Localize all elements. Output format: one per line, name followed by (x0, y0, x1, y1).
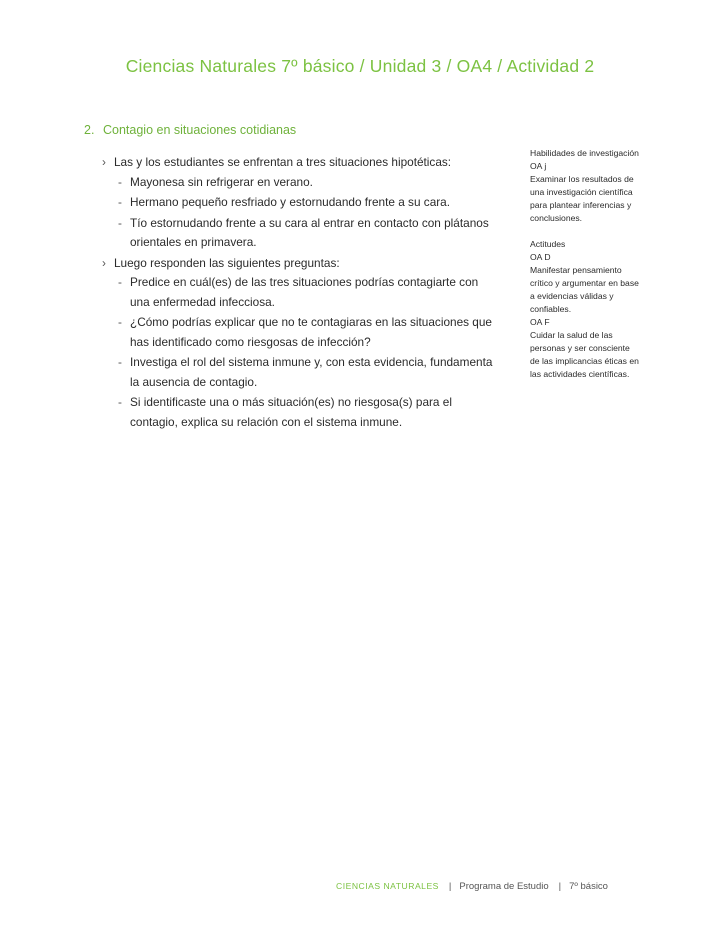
skills-text: Examinar los resultados de una investigación científica para plantear inferencias y conclusiones. (530, 174, 634, 223)
sub-item: - Mayonesa sin refrigerar en verano. (114, 173, 500, 193)
sub-list (114, 273, 500, 432)
attitudes-note (530, 238, 640, 381)
list-item (100, 153, 500, 253)
section-heading (84, 123, 296, 137)
skills-heading: Habilidades de investigación (530, 148, 639, 158)
sub-item: - Si identificaste una o más situación(es) no riesgosa(s) para el contagio, explica su relación con el sistema inmune. (114, 393, 500, 432)
page-footer (336, 881, 608, 892)
page-title: Ciencias Naturales 7º básico / Unidad 3 / OA4 / Actividad 2 (125, 56, 595, 76)
margin-notes (530, 147, 640, 381)
sub-item: - Tío estornudando frente a su cara al entrar en contacto con plátanos orientales en primavera. (114, 214, 500, 253)
sub-item: - ¿Cómo podrías explicar que no te contagiaras en las situaciones que has identificado como riesgosas de infección? (114, 313, 500, 352)
activity-list (100, 153, 500, 432)
list-item (100, 254, 500, 433)
activity-content (100, 153, 500, 433)
footer-subject: CIENCIAS NATURALES (336, 881, 439, 891)
footer-separator: | (558, 881, 562, 892)
section-title: Contagio en situaciones cotidianas (103, 123, 297, 137)
sub-item: - Hermano pequeño resfriado y estornudando frente a su cara. (114, 193, 500, 213)
sub-item: - Predice en cuál(es) de las tres situaciones podrías contagiarte con una enfermedad infecciosa. (114, 273, 500, 312)
section-number: 2. (84, 123, 95, 137)
item-text: Luego responden las siguientes preguntas: (114, 255, 340, 270)
footer-grade: 7º básico (569, 881, 608, 892)
sub-list (114, 173, 500, 253)
footer-program: Programa de Estudio (459, 881, 549, 892)
attitude-text: Manifestar pensamiento crítico y argumentar en base a evidencias válidas y confiables. (530, 265, 639, 314)
attitude-text: Cuidar la salud de las personas y ser consciente de las implicancias éticas en las actividades científicas. (530, 330, 639, 379)
item-text: Las y los estudiantes se enfrentan a tres situaciones hipotéticas: (114, 155, 452, 169)
attitude-code: OA F (530, 317, 550, 327)
attitude-code: OA D (530, 252, 551, 262)
attitudes-heading: Actitudes (530, 239, 566, 249)
skills-note (530, 147, 640, 225)
skills-code: OA j (530, 161, 547, 171)
sub-item: - Investiga el rol del sistema inmune y, con esta evidencia, fundamenta la ausencia de contagio. (114, 353, 500, 392)
footer-separator: | (448, 881, 452, 892)
